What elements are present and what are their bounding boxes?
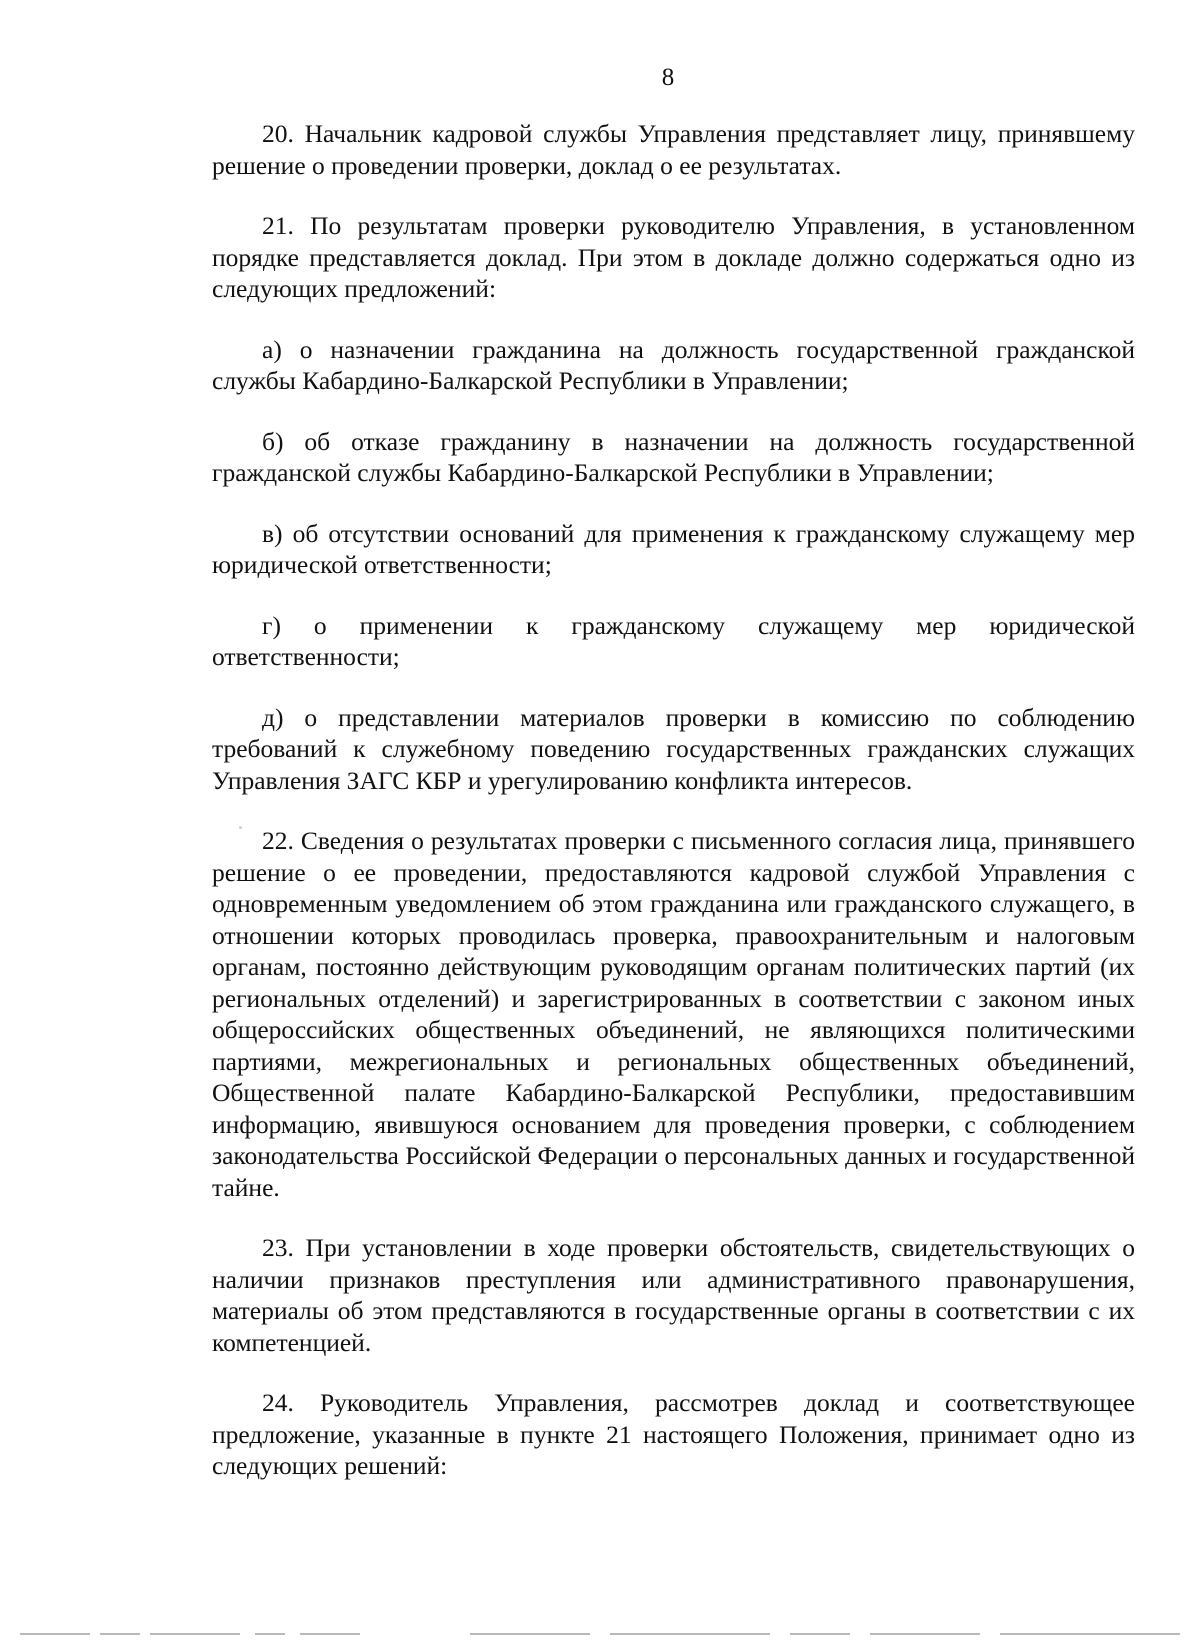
paragraph-21-v: в) об отсутствии оснований для применения к гражданскому служащему мер юридической ответственности; xyxy=(212,518,1135,579)
document-body xyxy=(212,118,1135,1482)
scan-bottom-edge xyxy=(0,1631,1200,1635)
paragraph-23: 23. При установлении в ходе проверки обстоятельств, свидетельствующих о наличии признаков преступления или административного правонарушения, материалы об этом представляются в государственные органы в соответствии с их компетенцией. xyxy=(212,1233,1135,1357)
page-number: 8 xyxy=(661,64,675,91)
paragraph-21-g: г) о применении к гражданскому служащему мер юридической ответственности; xyxy=(212,610,1135,671)
paragraph-24: 24. Руководитель Управления, рассмотрев доклад и соответствующее предложение, указанные в пункте 21 настоящего Положения, принимает одно из следующих решений: xyxy=(212,1388,1135,1480)
paragraph-21-a: а) о назначении гражданина на должность государственной гражданской службы Кабардино-Балкарской Республики в Управлении; xyxy=(212,334,1135,395)
paragraph-21-b: б) об отказе гражданину в назначении на должность государственной гражданской службы Кабардино-Балкарской Республики в Управлении; xyxy=(212,426,1135,487)
scan-speck xyxy=(239,826,242,829)
paragraph-20: 20. Начальник кадровой службы Управления представляет лицу, принявшему решение о проведении проверки, доклад о ее результатах. xyxy=(212,119,1135,180)
paragraph-21-d: д) о представлении материалов проверки в комиссию по соблюдению требований к служебному поведению государственных гражданских служащих Управления ЗАГС КБР и урегулированию конфликта интересов. xyxy=(212,702,1135,795)
paragraph-22: 22. Сведения о результатах проверки с письменного согласия лица, принявшего решение о ее проведении, предоставляются кадровой службой Управления с одновременным уведомлением об этом гражданина или гражданского служащего, в отношении которых проводилась проверка, правоохранительным и налоговым органам, постоянно действующим руководящим органам политических партий (их региональных отделений) и зарегистрированных в соответствии с законом иных общероссийских общественных объединений, не являющихся политическими партиями, межрегиональных и региональных общественных объединений, Общественной палате Кабардино-Балкарской Республики, предоставившим информацию, явившуюся основанием для проведения проверки, с соблюдением законодательства Российской Федерации о персональных данных и государственной тайне. xyxy=(212,826,1135,1202)
paragraph-21: 21. По результатам проверки руководителю Управления, в установленном порядке представляется доклад. При этом в докладе должно содержаться одно из следующих предложений: xyxy=(212,211,1135,303)
